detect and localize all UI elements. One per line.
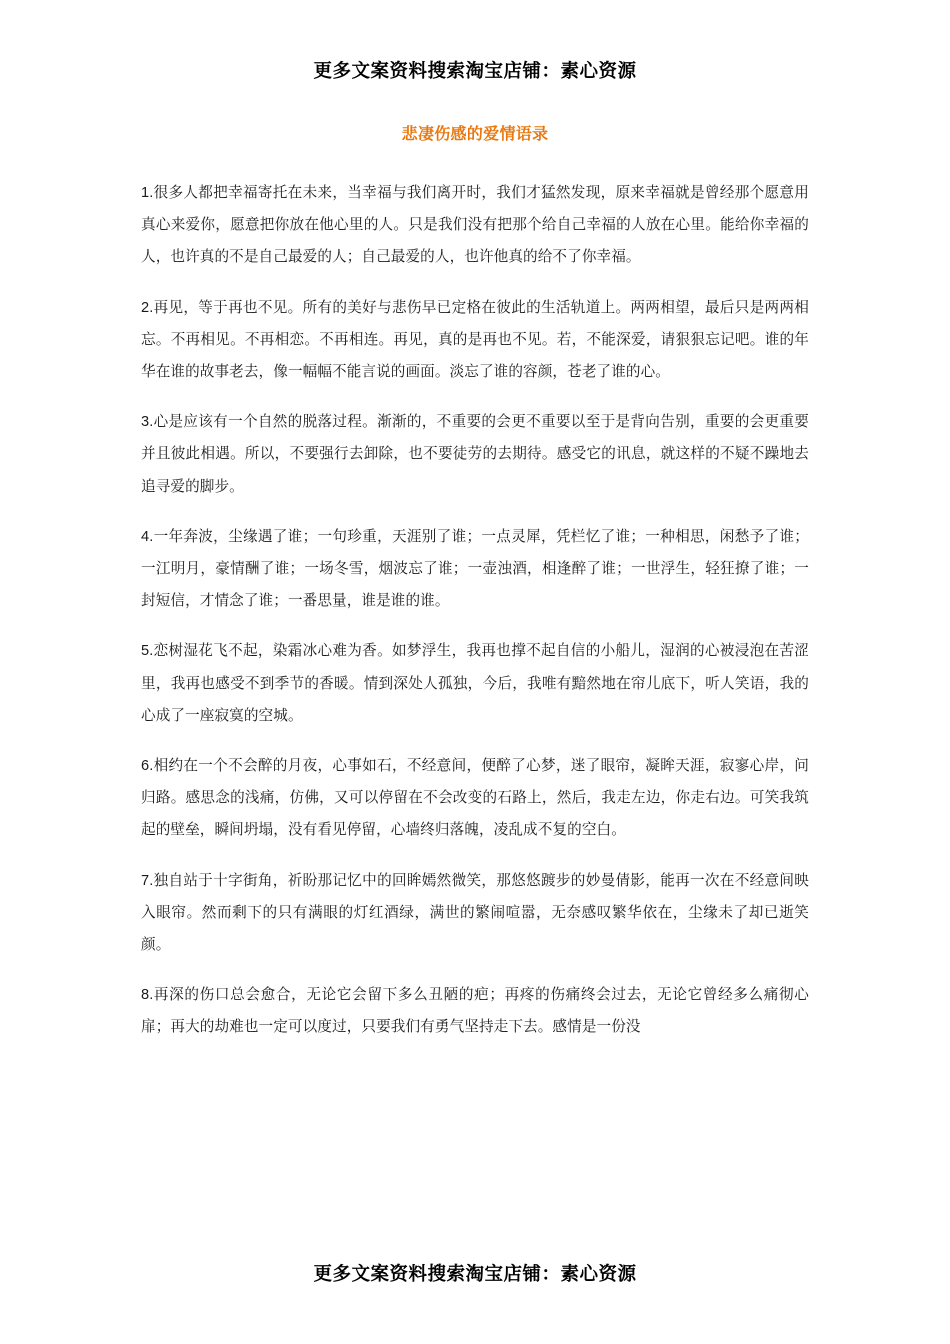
paragraph: 5.恋树湿花飞不起，染霜冰心难为香。如梦浮生，我再也撑不起自信的小船儿，湿润的心被浸泡在苦涩里，我再也感受不到季节的香暖。情到深处人孤独，今后，我唯有黯然地在帘儿底下，听人笑语，我的心成了一座寂寞的空城。 bbox=[141, 643, 809, 724]
paragraph: 3.心是应该有一个自然的脱落过程。渐渐的，不重要的会更不重要以至于是背向告别，重要的会更重要并且彼此相遇。所以，不要强行去卸除，也不要徒劳的去期待。感受它的讯息，就这样的不疑不躁地去追寻爱的脚步。 bbox=[141, 414, 809, 495]
footer-banner: 更多文案资料搜索淘宝店铺：素心资源 bbox=[313, 1263, 637, 1284]
paragraph: 8.再深的伤口总会愈合，无论它会留下多么丑陋的疤；再疼的伤痛终会过去，无论它曾经多么痛彻心扉；再大的劫难也一定可以度过，只要我们有勇气坚持走下去。感情是一份没 bbox=[141, 987, 809, 1036]
paragraph: 7.独自站于十字街角，祈盼那记忆中的回眸嫣然微笑，那悠悠踱步的妙曼倩影，能再一次在不经意间映入眼帘。然而剩下的只有满眼的灯红酒绿，满世的繁闹喧嚣，无奈感叹繁华依在，尘缘未了却已逝笑颜。 bbox=[141, 872, 809, 954]
page-title: 悲凄伤感的爱情语录 bbox=[401, 126, 549, 143]
paragraph: 4.一年奔波，尘缘遇了谁；一句珍重，天涯别了谁；一点灵犀，凭栏忆了谁；一种相思，闲愁予了谁；一江明月，豪情酬了谁；一场冬雪，烟波忘了谁；一壶浊酒，相逢醉了谁；一世浮生，轻狂撩了谁；一封短信，才情念了谁；一番思量，谁是谁的谁。 bbox=[141, 528, 809, 610]
paragraph: 6.相约在一个不会醉的月夜，心事如石，不经意间，便醉了心梦，迷了眼帘，凝眸天涯，寂寥心岸，问归路。感思念的浅痛，仿佛，又可以停留在不会改变的石路上，然后，我走左边，你走右边。可笑我筑起的壁垒，瞬间坍塌，没有看见停留，心墙终归落魄，凌乱成不复的空白。 bbox=[141, 758, 809, 839]
paragraph: 2.再见，等于再也不见。所有的美好与悲伤早已定格在彼此的生活轨道上。两两相望，最后只是两两相忘。不再相见。不再相恋。不再相连。再见，真的是再也不见。若，不能深爱，请狠狠忘记吧。谁的年华在谁的故事老去，像一幅幅不能言说的画面。淡忘了谁的容颜，苍老了谁的心。 bbox=[141, 299, 809, 381]
document-body bbox=[141, 144, 809, 1044]
paragraph: 1.很多人都把幸福寄托在未来，当幸福与我们离开时，我们才猛然发现，原来幸福就是曾经那个愿意用真心来爱你，愿意把你放在他心里的人。只是我们没有把那个给自己幸福的人放在心里。能给你幸福的人，也许真的不是自己最爱的人；自己最爱的人，也许他真的给不了你幸福。 bbox=[141, 185, 809, 266]
header-banner: 更多文案资料搜索淘宝店铺：素心资源 bbox=[313, 60, 637, 81]
